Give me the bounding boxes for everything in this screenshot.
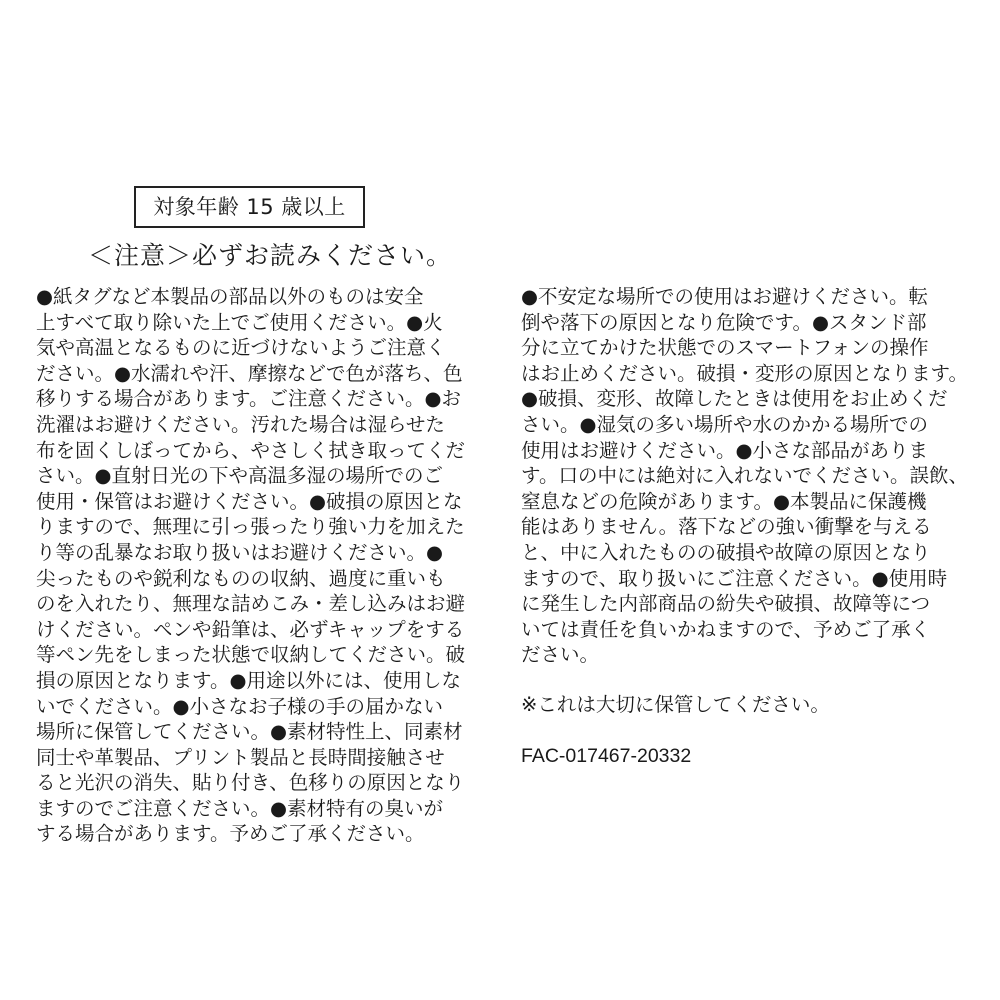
caution-line: 分に立てかけた状態でのスマートフォンの操作: [521, 336, 929, 360]
product-code: FAC-017467-20332: [521, 745, 692, 767]
caution-line: 移りする場合があります。ご注意ください。●お: [36, 387, 461, 411]
caution-line: 使用はお避けください。●小さな部品がありま: [521, 438, 929, 462]
caution-line: 同士や革製品、プリント製品と長時間接触させ: [36, 745, 445, 769]
caution-line: けください。ペンや鉛筆は、必ずキャップをする: [36, 617, 465, 641]
caution-line: ますのでご注意ください。●素材特有の臭いが: [36, 796, 444, 820]
caution-line: さい。●直射日光の下や高温多湿の場所でのご: [36, 464, 444, 488]
caution-line: と、中に入れたものの破損や故障の原因となり: [521, 540, 931, 564]
caution-line: す。口の中には絶対に入れないでください。誤飲、: [521, 464, 968, 488]
caution-line: はお止めください。破損・変形の原因となります。: [521, 361, 968, 385]
caution-line: ●不安定な場所での使用はお避けください。転: [521, 285, 929, 308]
storage-note: ※これは大切に保管してください。: [521, 693, 830, 716]
caution-line: ●紙タグなど本製品の部品以外のものは安全: [36, 285, 424, 308]
caution-line: いでください。●小さなお子様の手の届かない: [36, 694, 444, 718]
caution-line: のを入れたり、無理な詰めこみ・差し込みはお避: [36, 592, 466, 616]
caution-line: 布を固くしぼってから、やさしく拭き取ってくだ: [36, 438, 466, 462]
caution-line: さい。●湿気の多い場所や水のかかる場所での: [521, 412, 929, 436]
caution-heading: ＜注意＞必ずお読みください。: [88, 241, 453, 270]
caution-line: ると光沢の消失、貼り付き、色移りの原因となり: [36, 771, 465, 795]
caution-line: ださい。●水濡れや汗、摩擦などで色が落ち、色: [36, 361, 463, 385]
caution-line: する場合があります。予めご了承ください。: [36, 822, 425, 846]
caution-line: ●破損、変形、故障したときは使用をお止めくだ: [521, 387, 948, 411]
caution-line: に発生した内部商品の紛失や破損、故障等につ: [521, 592, 931, 616]
caution-text-left-column: [36, 284, 476, 847]
caution-line: 倒や落下の原因となり危険です。●スタンド部: [521, 310, 927, 334]
caution-line: 窒息などの危険があります。●本製品に保護機: [521, 489, 927, 513]
caution-line: ださい。: [521, 643, 600, 667]
caution-line: り等の乱暴なお取り扱いはお避けください。●: [36, 540, 444, 564]
caution-line: 能はありません。落下などの強い衝撃を与える: [521, 515, 932, 539]
caution-line: 使用・保管はお避けください。●破損の原因とな: [36, 489, 463, 513]
caution-line: 尖ったものや鋭利なものの収納、過度に重いも: [36, 566, 446, 590]
caution-line: 洗濯はお避けください。汚れた場合は湿らせた: [36, 412, 445, 436]
caution-line: 損の原因となります。●用途以外には、使用しな: [36, 668, 461, 692]
caution-line: 場所に保管してください。●素材特性上、同素材: [36, 720, 463, 744]
caution-line: いては責任を負いかねますので、予めご了承く: [521, 617, 931, 641]
caution-text-right-column: [521, 284, 966, 668]
caution-line: 気や高温となるものに近づけないようご注意く: [36, 336, 446, 360]
age-restriction-box: 対象年齢 15 歳以上: [134, 186, 365, 228]
caution-line: ますので、取り扱いにご注意ください。●使用時: [521, 566, 948, 590]
caution-line: 等ペン先をしまった状態で収納してください。破: [36, 643, 466, 667]
caution-line: りますので、無理に引っ張ったり強い力を加えた: [36, 515, 465, 539]
caution-line: 上すべて取り除いた上でご使用ください。●火: [36, 310, 443, 334]
